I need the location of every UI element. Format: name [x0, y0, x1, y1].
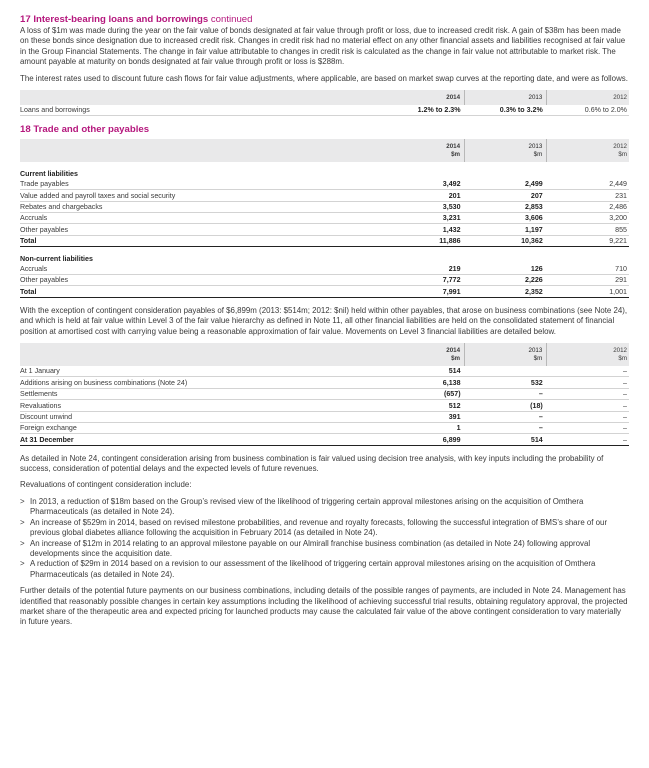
value-2014: 3,530: [379, 201, 464, 212]
list-item: > An increase of $529m in 2014, based on revised milestone probabilities, and revenue and royalty forecasts, following the successful integration of BMS’s share of our previous global diabetes alliance following the acquisition in February 2014 (as detailed in Note 24).: [20, 518, 629, 539]
value-2013: –: [465, 422, 547, 433]
total-label: Total: [20, 235, 379, 246]
row-label: Loans and borrowings: [20, 105, 379, 116]
table-row: [20, 264, 629, 275]
row-label: At 1 January: [20, 366, 379, 377]
value-2013: 126: [465, 264, 547, 275]
value-2013: –: [465, 388, 547, 399]
continued-label: continued: [210, 14, 253, 25]
unit-label: $m: [533, 151, 543, 159]
table-row: [20, 105, 629, 116]
value-2013: [465, 366, 547, 377]
table-row: [20, 224, 629, 235]
list-item: > In 2013, a reduction of $18m based on the Group’s revised view of the likelihood of triggering certain approval milestones arising on the acquisition of Omthera Pharmaceuticals (as detailed in Note 24).: [20, 497, 629, 518]
total-label: At 31 December: [20, 434, 379, 445]
table-row: [20, 201, 629, 212]
header-2012: [547, 343, 629, 366]
header-2012: 2012: [547, 90, 629, 105]
unit-label: $m: [618, 354, 627, 362]
table-row: [20, 190, 629, 201]
value-2012: 291: [547, 274, 629, 285]
unit-label: $m: [618, 151, 627, 159]
value-2014: 7,772: [379, 274, 464, 285]
revaluations-list: [20, 497, 629, 580]
total-2012: 1,001: [547, 286, 629, 297]
row-label: Settlements: [20, 388, 379, 399]
value-2014: 1,432: [379, 224, 464, 235]
row-label: Other payables: [20, 274, 379, 285]
note-17-title-text: 17 Interest-bearing loans and borrowings: [20, 14, 209, 25]
value-2012: –: [547, 377, 629, 388]
total-2012: 9,221: [547, 235, 629, 246]
year-2014: 2014: [446, 346, 461, 354]
non-current-liabilities-heading: Non-current liabilities: [20, 254, 93, 263]
row-label: Revaluations: [20, 400, 379, 411]
note-18: [20, 124, 629, 297]
note-18-paragraph-4: As detailed in Note 24, contingent consideration arising from business combination is fair valued using decision tree analysis, with key inputs including the probability of success, consideration of potential delays and the expected levels of future revenues.: [20, 453, 604, 474]
table-row: [20, 377, 629, 388]
year-2014: 2014: [446, 143, 461, 151]
list-item: > An increase of $12m in 2014 relating to an approval milestone payable on our Almirall franchise business combination (as detailed in Note 24) following approval developments since the acquisition date.: [20, 539, 629, 560]
header-2013: [465, 139, 547, 162]
trade-payables-table: [20, 139, 629, 297]
value-2013: 2,226: [465, 274, 547, 285]
table-row: [20, 411, 629, 422]
current-liabilities-heading: Current liabilities: [20, 169, 78, 178]
value-2013: 3,606: [465, 212, 547, 223]
note-17: [20, 14, 629, 116]
table-row: [20, 366, 629, 377]
table-row: [20, 400, 629, 411]
value-2014: 201: [379, 190, 464, 201]
total-2012: –: [547, 434, 629, 445]
value-2012: –: [547, 388, 629, 399]
value-2012: –: [547, 366, 629, 377]
year-2012: 2012: [613, 143, 627, 151]
total-2014: 7,991: [379, 286, 464, 297]
total-2013: 10,362: [465, 235, 547, 246]
row-label: Foreign exchange: [20, 422, 379, 433]
total-label: Total: [20, 286, 379, 297]
level-3-header: [20, 343, 629, 366]
note-18-paragraph-3: With the exception of contingent consideration payables of $6,899m (2013: $514m; 2012: $nil) held within other payables, that arose on business combinations (see Note 24), and which is held at fair value within Level 3 of the fair value hierarchy as defined in Note 11, all other financial liabilities are held on the consolidated statement of financial position at amortised cost with carrying value being a reasonable approximation of fair value. Movements on Level 3 financial liabilities are detailed below.: [20, 305, 628, 336]
value-2012: –: [547, 422, 629, 433]
interest-rates-table: [20, 90, 629, 116]
level-3-movements: [20, 343, 629, 446]
row-label: Accruals: [20, 264, 379, 275]
value-2012: 231: [547, 190, 629, 201]
value-2014: 219: [379, 264, 464, 275]
row-label: Rebates and chargebacks: [20, 201, 379, 212]
header-2013: 2013: [465, 90, 547, 105]
interest-rates-header: [20, 90, 629, 105]
header-2013: [465, 343, 547, 366]
value-2012: –: [547, 411, 629, 422]
year-2013: 2013: [528, 346, 543, 354]
header-2012: [547, 139, 629, 162]
row-label: Discount unwind: [20, 411, 379, 422]
table-row: [20, 388, 629, 399]
total-2014: 11,886: [379, 235, 464, 246]
row-label: Other payables: [20, 224, 379, 235]
value-2014: 6,138: [379, 377, 464, 388]
note-17-title: [20, 14, 629, 25]
table-row: [20, 422, 629, 433]
total-row: [20, 434, 629, 445]
total-row: [20, 286, 629, 297]
value-2013: 0.3% to 3.2%: [465, 105, 547, 116]
table-row: [20, 274, 629, 285]
list-item: > A reduction of $29m in 2014 based on a revision to our assessment of the likelihood of triggering certain approval milestones arising on the acquisition of Omthera Pharmaceuticals (as detailed in Note 24).: [20, 559, 629, 580]
value-2012: 710: [547, 264, 629, 275]
value-2014: 3,492: [379, 179, 464, 190]
section-heading: [20, 162, 629, 178]
value-2012: –: [547, 400, 629, 411]
year-2012: 2012: [613, 346, 627, 354]
row-label: Accruals: [20, 212, 379, 223]
value-2014: (657): [379, 388, 464, 399]
note-18-paragraph-6: Further details of the potential future payments on our business combinations, including details of the possible ranges of payments, are included in Note 24. Management has identified that reasonably possible changes in certain key assumptions including the likelihood of achieving successful trial results, obtaining regulatory approval, the projected market share of the therapeutic area and expected pricing for launched products may cause the calculated fair value of the above contingent consideration to vary materially in future years.: [20, 586, 628, 627]
value-2013: (18): [465, 400, 547, 411]
value-2013: 2,499: [465, 179, 547, 190]
value-2014: 391: [379, 411, 464, 422]
value-2013: –: [465, 411, 547, 422]
section-heading: [20, 247, 629, 264]
value-2013: 207: [465, 190, 547, 201]
value-2012: 3,200: [547, 212, 629, 223]
total-row: [20, 235, 629, 246]
value-2012: 2,486: [547, 201, 629, 212]
note-18-title: 18 Trade and other payables: [20, 124, 150, 136]
note-18-paragraph-5: Revaluations of contingent consideration include:: [20, 480, 192, 490]
value-2013: 1,197: [465, 224, 547, 235]
value-2014: 3,231: [379, 212, 464, 223]
table-row: [20, 179, 629, 190]
value-2012: 0.6% to 2.0%: [547, 105, 629, 116]
header-2014: [379, 139, 464, 162]
row-label: Value added and payroll taxes and social security: [20, 190, 379, 201]
row-label: Additions arising on business combinations (Note 24): [20, 377, 379, 388]
year-2013: 2013: [528, 143, 543, 151]
header-2014: [379, 343, 464, 366]
total-2014: 6,899: [379, 434, 464, 445]
value-2014: 1: [379, 422, 464, 433]
note-17-paragraph-1: A loss of $1m was made during the year on the fair value of bonds designated at fair value through profit or loss, due to increased credit risk. A gain of $38m has been made on these bonds since designation due to increased credit risk. Changes in credit risk had no material effect on any other financial assets and liabilities recognised at fair value in the Group Financial Statements. The change in fair value attributable to changes in credit risk is calculated as the change in fair value not attributable to market risk. The amount payable at maturity on bonds designated at fair value through profit or loss is $288m.: [20, 26, 626, 67]
header-2014: 2014: [379, 90, 464, 105]
value-2013: 2,853: [465, 201, 547, 212]
row-label: Trade payables: [20, 179, 379, 190]
total-2013: 514: [465, 434, 547, 445]
trade-payables-header: [20, 139, 629, 162]
unit-label: $m: [451, 151, 461, 159]
value-2013: 532: [465, 377, 547, 388]
total-2013: 2,352: [465, 286, 547, 297]
value-2014: 514: [379, 366, 464, 377]
table-row: [20, 212, 629, 223]
value-2014: 512: [379, 400, 464, 411]
level-3-table: [20, 343, 629, 446]
unit-label: $m: [533, 354, 543, 362]
note-17-paragraph-2: The interest rates used to discount future cash flows for fair value adjustments, where applicable, are based on market swap curves at the reporting date, and were as follows.: [20, 73, 628, 83]
unit-label: $m: [451, 354, 461, 362]
value-2012: 855: [547, 224, 629, 235]
value-2012: 2,449: [547, 179, 629, 190]
value-2014: 1.2% to 2.3%: [379, 105, 464, 116]
